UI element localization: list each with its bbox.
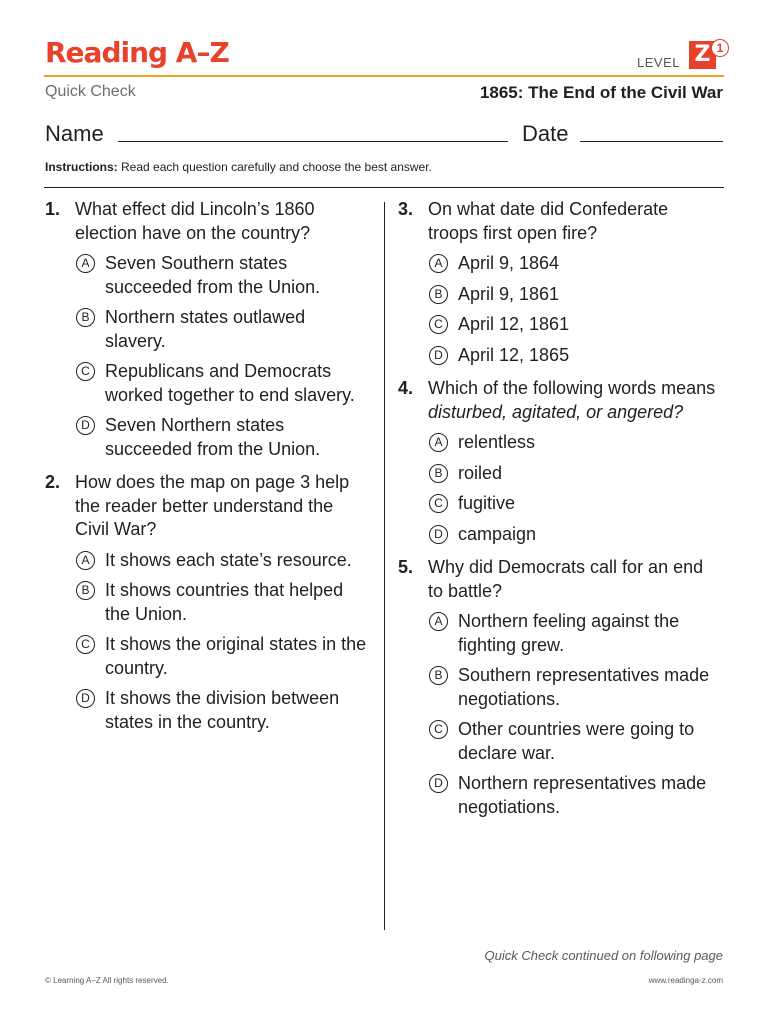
question-2 xyxy=(45,471,370,734)
right-column xyxy=(398,198,718,829)
option-d[interactable]: D campaign xyxy=(428,523,718,547)
question-emphasis: disturbed, agitated, or angered? xyxy=(428,401,684,422)
option-c[interactable]: C April 12, 1861 xyxy=(428,313,718,337)
answer-bubble-icon[interactable]: B xyxy=(429,464,448,483)
answer-bubble-icon[interactable]: B xyxy=(76,581,95,600)
answer-bubble-icon[interactable]: C xyxy=(76,635,95,654)
date-label: Date xyxy=(522,121,569,146)
quick-check-label: Quick Check xyxy=(45,83,136,100)
instructions xyxy=(45,160,432,174)
question-text: What effect did Lincoln’s 1860 election have on the country? xyxy=(75,199,315,243)
question-text: On what date did Confederate troops first open fire? xyxy=(428,199,669,243)
name-label: Name xyxy=(45,121,104,146)
book-title: 1865: The End of the Civil War xyxy=(479,83,723,102)
date-field[interactable] xyxy=(580,141,723,142)
option-b[interactable]: B Southern representatives made negotiations. xyxy=(428,664,718,711)
question-text: Which of the following words means disturbed, agitated, or angered? xyxy=(428,378,716,422)
option-b[interactable]: B roiled xyxy=(428,462,718,486)
option-a[interactable]: A April 9, 1864 xyxy=(428,252,718,276)
question-number: 1. xyxy=(45,199,61,219)
column-divider xyxy=(384,202,385,930)
answer-bubble-icon[interactable]: A xyxy=(76,254,95,273)
answer-bubble-icon[interactable]: D xyxy=(429,346,448,365)
option-b[interactable]: B It shows countries that helped the Union. xyxy=(75,579,370,626)
option-d[interactable]: D Seven Northern states succeeded from the Union. xyxy=(75,414,370,461)
question-4 xyxy=(398,377,718,546)
website-link[interactable]: www.readinga-z.com xyxy=(648,976,723,985)
answer-bubble-icon[interactable]: A xyxy=(76,551,95,570)
reading-az-logo: Reading A–Z xyxy=(45,36,229,69)
question-text: How does the map on page 3 help the reader better understand the Civil War? xyxy=(75,472,350,539)
level-sub-badge: 1 xyxy=(711,39,729,57)
instructions-divider xyxy=(44,187,724,188)
answer-bubble-icon[interactable]: C xyxy=(429,494,448,513)
header-divider xyxy=(44,75,724,77)
level-label: LEVEL xyxy=(637,55,680,70)
answer-bubble-icon[interactable]: A xyxy=(429,433,448,452)
question-number: 3. xyxy=(398,199,414,219)
option-d[interactable]: D It shows the division between states in the country. xyxy=(75,687,370,734)
option-a[interactable]: A It shows each state’s resource. xyxy=(75,549,370,573)
option-b[interactable]: B April 9, 1861 xyxy=(428,283,718,307)
option-b[interactable]: B Northern states outlawed slavery. xyxy=(75,306,370,353)
option-a[interactable]: A Northern feeling against the fighting grew. xyxy=(428,610,718,657)
left-column xyxy=(45,198,370,744)
answer-bubble-icon[interactable]: D xyxy=(429,525,448,544)
answer-bubble-icon[interactable]: A xyxy=(429,612,448,631)
option-c[interactable]: C fugitive xyxy=(428,492,718,516)
answer-bubble-icon[interactable]: B xyxy=(429,666,448,685)
instructions-text: Read each question carefully and choose the best answer. xyxy=(121,160,432,174)
copyright: © Learning A–Z All rights reserved. xyxy=(45,976,169,985)
answer-bubble-icon[interactable]: D xyxy=(429,774,448,793)
option-c[interactable]: C It shows the original states in the country. xyxy=(75,633,370,680)
answer-bubble-icon[interactable]: B xyxy=(76,308,95,327)
option-d[interactable]: D Northern representatives made negotiations. xyxy=(428,772,718,819)
answer-bubble-icon[interactable]: C xyxy=(429,720,448,739)
continued-note: Quick Check continued on following page xyxy=(484,948,723,963)
question-number: 5. xyxy=(398,557,414,577)
option-c[interactable]: C Other countries were going to declare war. xyxy=(428,718,718,765)
question-5 xyxy=(398,556,718,819)
instructions-label: Instructions: xyxy=(45,160,118,174)
answer-bubble-icon[interactable]: D xyxy=(76,416,95,435)
level-badge: Z xyxy=(689,41,716,69)
option-d[interactable]: D April 12, 1865 xyxy=(428,344,718,368)
question-number: 2. xyxy=(45,472,61,492)
option-c[interactable]: C Republicans and Democrats worked together to end slavery. xyxy=(75,360,370,407)
answer-bubble-icon[interactable]: A xyxy=(429,254,448,273)
question-1 xyxy=(45,198,370,461)
question-number: 4. xyxy=(398,378,414,398)
answer-bubble-icon[interactable]: C xyxy=(429,315,448,334)
option-a[interactable]: A relentless xyxy=(428,431,718,455)
answer-bubble-icon[interactable]: D xyxy=(76,689,95,708)
name-field[interactable] xyxy=(118,141,508,142)
question-3 xyxy=(398,198,718,367)
answer-bubble-icon[interactable]: C xyxy=(76,362,95,381)
question-text: Why did Democrats call for an end to battle? xyxy=(428,557,704,601)
option-a[interactable]: A Seven Southern states succeeded from the Union. xyxy=(75,252,370,299)
answer-bubble-icon[interactable]: B xyxy=(429,285,448,304)
